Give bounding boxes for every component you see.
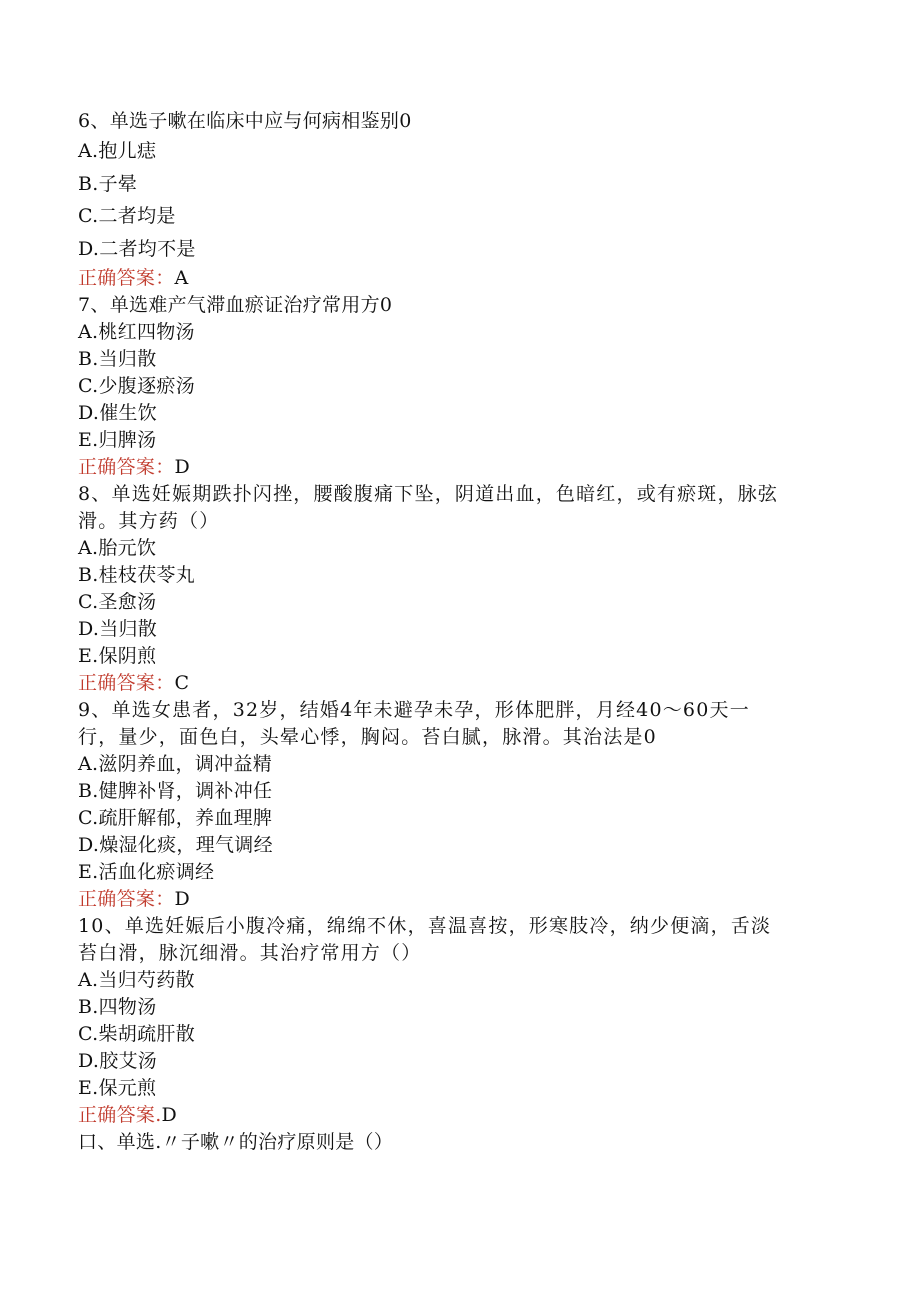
correct-answer: [78, 454, 838, 481]
option-b: B.桂枝茯苓丸: [78, 564, 196, 586]
option-c: C.二者均是: [78, 205, 176, 227]
option-e: E.保元煎: [78, 1077, 157, 1099]
answer-value: C: [174, 672, 190, 694]
answer-label: 正确答案.: [78, 1104, 162, 1126]
option-b: B.四物汤: [78, 996, 157, 1018]
question-7: [78, 292, 838, 481]
option-d: D.二者均不是: [78, 237, 196, 260]
question-11: [78, 1129, 838, 1156]
question-stem: 6、单选子嗽在临床中应与何病相鉴别0: [78, 110, 412, 132]
answer-value: D: [174, 456, 191, 478]
option-a: A.胎元饮: [78, 537, 157, 559]
question-6: [78, 108, 838, 292]
answer-value: A: [174, 267, 189, 289]
option-e: E.保阴煎: [78, 645, 157, 667]
question-8: [78, 481, 838, 697]
option-c: C.柴胡疏肝散: [78, 1023, 196, 1045]
document-page: [78, 108, 838, 1156]
option-d: D.催生饮: [78, 402, 158, 424]
option-d: D.燥湿化痰，理气调经: [78, 834, 273, 856]
question-stem-line-1: 8、单选妊娠期跌扑闪挫，腰酸腹痛下坠，阴道出血，色暗红，或有瘀斑，脉弦: [78, 483, 779, 505]
question-10: [78, 913, 838, 1129]
question-stem: 口、单选.〃子嗽〃的治疗原则是（）: [78, 1131, 394, 1153]
answer-label: 正确答案：: [78, 267, 175, 289]
option-b: B.子晕: [78, 172, 138, 195]
option-a: A.当归芍药散: [78, 969, 195, 991]
option-d: D.当归散: [78, 618, 158, 640]
question-stem-line-1: 9、单选女患者，32岁，结婚4年未避孕未孕，形体肥胖，月经40～60天一: [78, 699, 750, 721]
answer-value: D: [174, 888, 191, 910]
question-stem-line-2: 行，量少，面色白，头晕心悸，胸闷。苔白腻，脉滑。其治法是0: [78, 726, 657, 748]
option-e: E.归脾汤: [78, 429, 157, 451]
option-c: C.少腹逐瘀汤: [78, 375, 196, 397]
answer-value: D: [161, 1104, 178, 1126]
correct-answer: [78, 265, 838, 292]
option-c: C.圣愈汤: [78, 591, 157, 613]
question-stem: 7、单选难产气滞血瘀证治疗常用方0: [78, 294, 393, 316]
answer-label: 正确答案：: [78, 888, 175, 910]
correct-answer: [78, 1102, 838, 1129]
option-b: B.当归散: [78, 348, 157, 370]
correct-answer: [78, 886, 838, 913]
question-stem-line-2: 滑。其方药（）: [78, 510, 220, 532]
option-e: E.活血化瘀调经: [78, 861, 215, 883]
answer-label: 正确答案：: [78, 672, 175, 694]
option-a: A.抱儿痣: [78, 140, 157, 162]
option-a: A.桃红四物汤: [78, 321, 195, 343]
question-stem-line-2: 苔白滑，脉沉细滑。其治疗常用方（）: [78, 942, 422, 964]
option-d: D.胶艾汤: [78, 1050, 158, 1072]
option-a: A.滋阴养血，调冲益精: [78, 753, 273, 775]
question-stem-line-1: 10、单选妊娠后小腹冷痛，绵绵不休，喜温喜按，形寒肢冷，纳少便滴，舌淡: [78, 915, 772, 937]
option-b: B.健脾补肾，调补冲任: [78, 780, 273, 802]
question-9: [78, 697, 838, 913]
answer-label: 正确答案：: [78, 456, 175, 478]
correct-answer: [78, 670, 838, 697]
option-c: C.疏肝解郁，养血理脾: [78, 807, 273, 829]
